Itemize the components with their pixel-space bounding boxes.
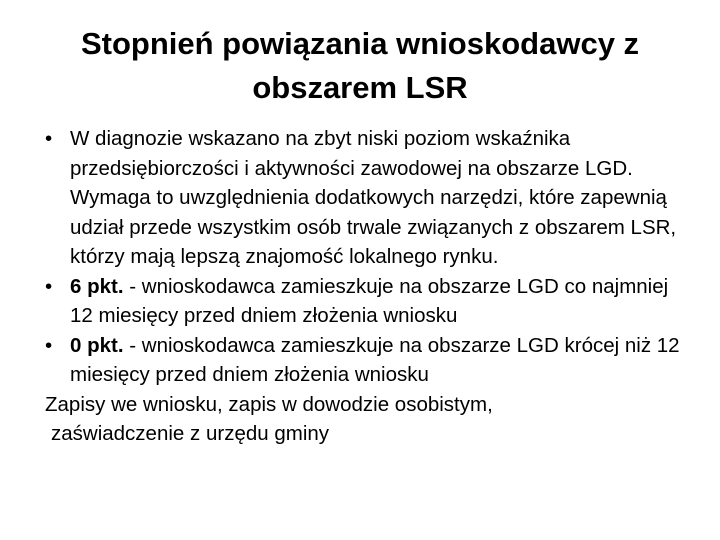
bullet-marker: • (45, 333, 53, 357)
points-label: 0 pkt. (70, 333, 124, 357)
bullet-marker: • (45, 274, 53, 298)
title-line-1: Stopnień powiązania wnioskodawcy z (80, 26, 640, 61)
slide-title (30, 22, 690, 110)
bullet-item-0-points (45, 331, 695, 390)
slide-body (45, 124, 695, 449)
bullet-text: - wnioskodawca zamieszkuje na obszarze LGD krócej niż 12 miesięcy przed dniem złożenia wniosku (70, 333, 680, 386)
bullet-text: - wnioskodawca zamieszkuje na obszarze LGD co najmniej 12 miesięcy przed dniem złożenia wniosku (70, 274, 669, 327)
points-label: 6 pkt. (70, 274, 124, 298)
title-line-2: obszarem LSR (252, 70, 468, 105)
bullet-item-diagnosis (45, 124, 695, 272)
footer-line-1: Zapisy we wniosku, zapis w dowodzie osobistym, (45, 392, 493, 416)
bullet-text: W diagnozie wskazano na zbyt niski poziom wskaźnika przedsiębiorczości i aktywności zawodowej na obszarze LGD. Wymaga to uwzględnienia dodatkowych narzędzi, które zapewnią udział przede wszystkim osób trwale związanych z obszarem LSR, którzy mają lepszą znajomość lokalnego rynku. (70, 127, 677, 268)
bullet-item-6-points (45, 272, 695, 331)
footer-line-2: zaświadczenie z urzędu gminy (51, 422, 330, 445)
bullet-marker: • (45, 127, 53, 150)
